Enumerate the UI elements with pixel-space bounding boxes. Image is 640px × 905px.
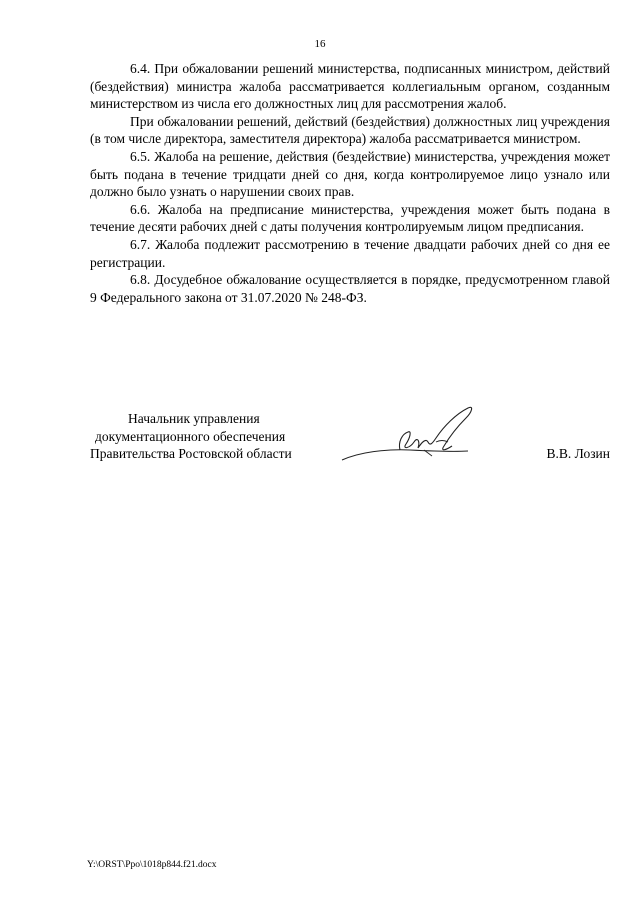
paragraph-6-5: 6.5. Жалоба на решение, действия (бездействие) министерства, учреждения может быть подана в течение тридцати дней со дня, когда контролируемое лицо узнало или должно было узнать о нарушении своих прав. xyxy=(90,148,610,200)
signatory-name: В.В. Лозин xyxy=(546,446,610,462)
file-path-footer: Y:\ORST\Ppo\1018p844.f21.docx xyxy=(87,860,217,870)
paragraph-6-6: 6.6. Жалоба на предписание министерства, учреждения может быть подана в течение десяти рабочих дней с даты получения контролируемым лицом предписания. xyxy=(90,201,610,235)
signature-block xyxy=(90,410,610,480)
handwritten-signature xyxy=(340,402,500,472)
page-number: 16 xyxy=(314,38,326,50)
signatory-position-line-2: документационного обеспечения xyxy=(95,428,286,444)
paragraph-6-7: 6.7. Жалоба подлежит рассмотрению в течение двадцати рабочих дней со дня ее регистрации. xyxy=(90,236,610,270)
document-body xyxy=(90,60,610,306)
paragraph-6-4-continued: При обжаловании решений, действий (бездействия) должностных лиц учреждения (в том числе директора, заместителя директора) жалоба рассматривается министром. xyxy=(90,113,610,147)
paragraph-6-4: 6.4. При обжаловании решений министерства, подписанных министром, действий (бездействия) министра жалоба рассматривается коллегиальным органом, созданным министерством из числа его должностных лиц для рассмотрения жалоб. xyxy=(90,61,610,112)
signatory-position-line-1: Начальник управления xyxy=(128,411,260,426)
paragraph-6-8: 6.8. Досудебное обжалование осуществляется в порядке, предусмотренном главой 9 Федерального закона от 31.07.2020 № 248-ФЗ. xyxy=(90,272,610,305)
signatory-position-line-3: Правительства Ростовской области xyxy=(90,446,292,462)
